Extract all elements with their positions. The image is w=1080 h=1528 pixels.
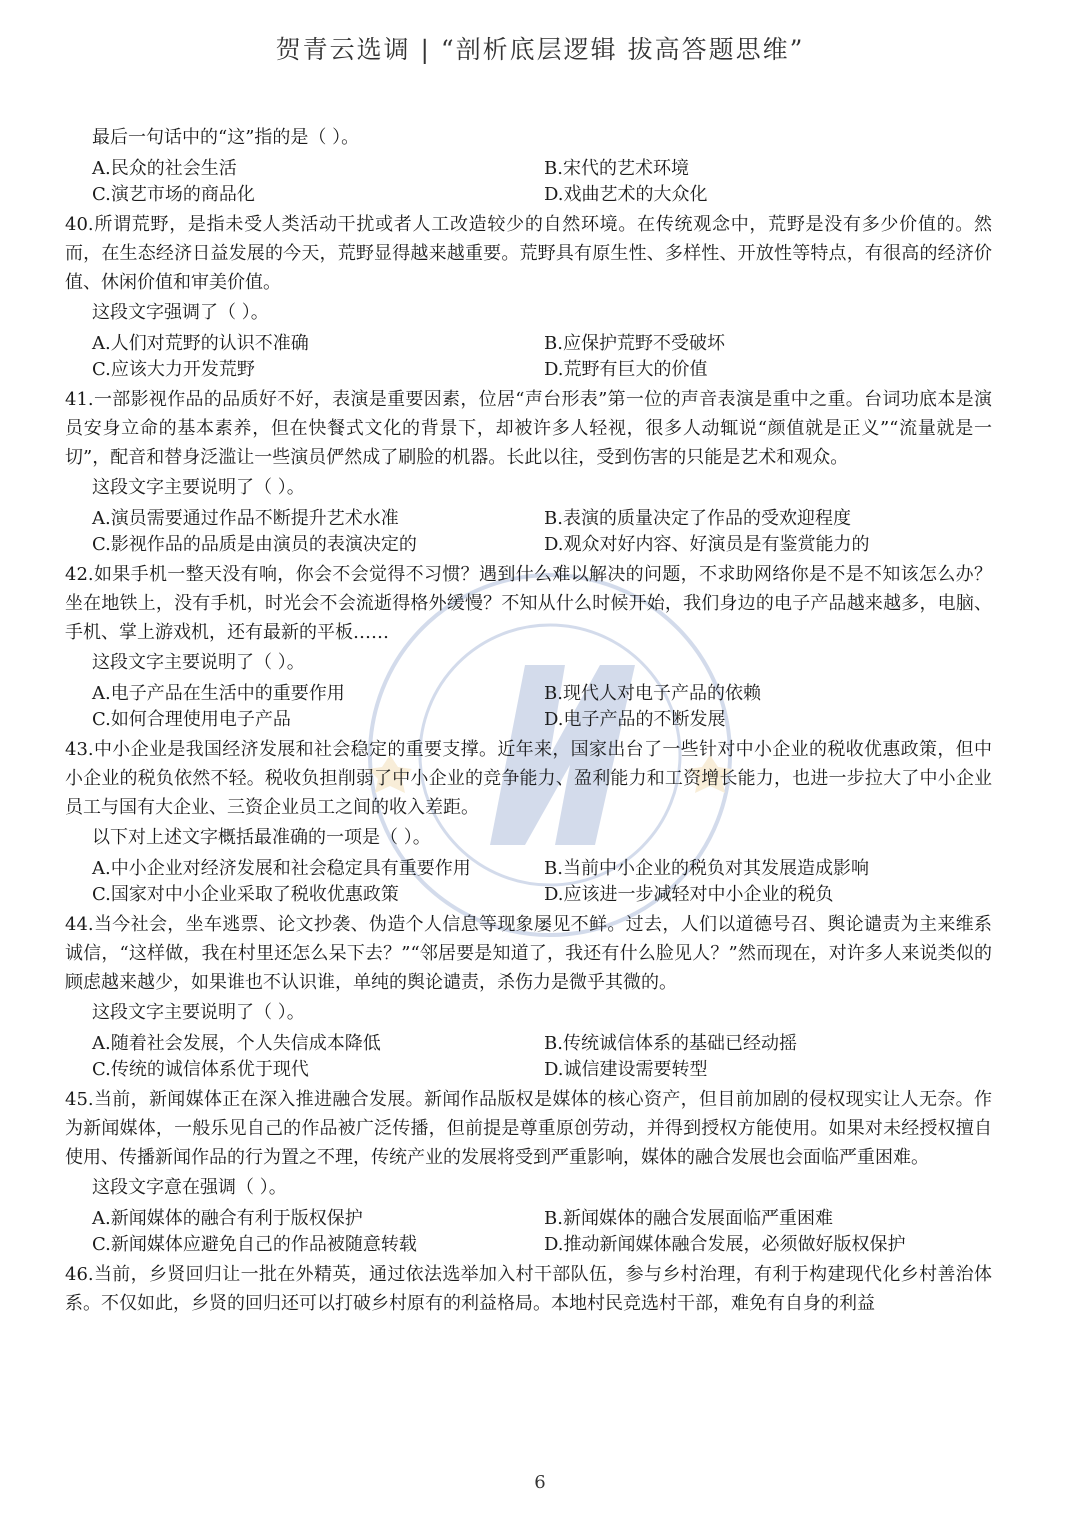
question-body: [65, 210, 992, 297]
option-b: B.宋代的艺术环境: [544, 158, 689, 179]
question-body: [65, 1260, 992, 1318]
question-text: 如果手机一整天没有响，你会不会觉得不习惯？遇到什么难以解决的问题，不求助网络你是不是不知该怎么办？坐在地铁上，没有手机，时光会不会流逝得格外缓慢？不知从什么时候开始，我们身边的电子产品越来越多，电脑、手机、掌上游戏机，还有最新的平板……: [65, 564, 992, 643]
question-44: [65, 910, 992, 1083]
page-header: 贺青云选调 | “剖析底层逻辑 拔高答题思维”: [275, 35, 805, 64]
question-ask: 这段文字意在强调（ ）。: [92, 1177, 287, 1198]
option-c: C.如何合理使用电子产品: [92, 709, 291, 730]
question-text: 当前，乡贤回归让一批在外精英，通过依法选举加入村干部队伍，参与乡村治理，有利于构建现代化乡村善治体系。不仅如此，乡贤的回归还可以打破乡村原有的利益格局。本地村民竞选村干部，难免有自身的利益: [65, 1264, 992, 1314]
option-d: D.戏曲艺术的大众化: [544, 184, 708, 205]
question-40: [65, 210, 992, 383]
option-c: C.影视作品的品质是由演员的表演决定的: [92, 534, 417, 555]
option-c: C.新闻媒体应避免自己的作品被随意转载: [92, 1234, 417, 1255]
options-grid: [92, 681, 992, 733]
option-a: A.中小企业对经济发展和社会稳定具有重要作用: [92, 858, 471, 879]
question-number: 43.: [65, 739, 94, 760]
option-d: D.诚信建设需要转型: [544, 1059, 708, 1080]
question-number: 41.: [65, 389, 94, 410]
question-text: 当今社会，坐车逃票、论文抄袭、伪造个人信息等现象屡见不鲜。过去，人们以道德号召、舆论谴责为主来维系诚信，“这样做，我在村里还怎么呆下去？”“邻居要是知道了，我还有什么脸见人？”然而现在，对许多人来说类似的顾虑越来越少，如果谁也不认识谁，单纯的舆论谴责，杀伤力是微乎其微的。: [65, 914, 992, 993]
question-39-tail: [92, 122, 992, 208]
question-body: [65, 735, 992, 822]
question-body: [65, 560, 992, 647]
option-b: B.现代人对电子产品的依赖: [544, 683, 761, 704]
question-number: 42.: [65, 564, 94, 585]
question-body: [65, 910, 992, 997]
option-b: B.新闻媒体的融合发展面临严重困难: [544, 1208, 833, 1229]
options-grid: [92, 1206, 992, 1258]
option-d: D.推动新闻媒体融合发展，必须做好版权保护: [544, 1234, 906, 1255]
option-b: B.当前中小企业的税负对其发展造成影响: [544, 858, 869, 879]
question-number: 46.: [65, 1264, 94, 1285]
question-text: 一部影视作品的品质好不好，表演是重要因素，位居“声台形表”第一位的声音表演是重中之重。台词功底本是演员安身立命的基本素养，但在快餐式文化的背景下，却被许多人轻视，很多人动辄说“颜值就是正义”“流量就是一切”，配音和替身泛滥让一些演员俨然成了刷脸的机器。长此以往，受到伤害的只能是艺术和观众。: [65, 389, 992, 468]
question-body: [65, 1085, 992, 1172]
option-b: B.传统诚信体系的基础已经动摇: [544, 1033, 797, 1054]
options-grid: [92, 856, 992, 908]
option-a: A.人们对荒野的认识不准确: [92, 333, 309, 354]
question-text: 所谓荒野，是指未受人类活动干扰或者人工改造较少的自然环境。在传统观念中，荒野是没有多少价值的。然而，在生态经济日益发展的今天，荒野显得越来越重要。荒野具有原生性、多样性、开放性等特点，有很高的经济价值、休闲价值和审美价值。: [65, 214, 992, 293]
option-a: A.新闻媒体的融合有利于版权保护: [92, 1208, 363, 1229]
question-ask: 这段文字主要说明了（ ）。: [92, 477, 305, 498]
option-d: D.应该进一步减轻对中小企业的税负: [544, 884, 834, 905]
option-c: C.演艺市场的商品化: [92, 184, 255, 205]
options-grid: [92, 506, 992, 558]
option-c: C.国家对中小企业采取了税收优惠政策: [92, 884, 399, 905]
options-grid: [92, 1031, 992, 1083]
question-41: [65, 385, 992, 558]
option-d: D.荒野有巨大的价值: [544, 359, 708, 380]
question-body: [65, 385, 992, 472]
page-number: 6: [534, 1472, 546, 1493]
option-d: D.观众对好内容、好演员是有鉴赏能力的: [544, 534, 870, 555]
question-45: [65, 1085, 992, 1258]
question-43: [65, 735, 992, 908]
question-ask: 这段文字主要说明了（ ）。: [92, 652, 305, 673]
option-c: C.应该大力开发荒野: [92, 359, 255, 380]
option-d: D.电子产品的不断发展: [544, 709, 726, 730]
question-number: 44.: [65, 914, 94, 935]
question-ask: 以下对上述文字概括最准确的一项是（ ）。: [92, 827, 431, 848]
option-a: A.电子产品在生活中的重要作用: [92, 683, 345, 704]
options-grid: [92, 156, 992, 208]
question-ask: 最后一句话中的“这”指的是（ ）。: [92, 127, 360, 148]
question-46: [65, 1260, 992, 1318]
option-c: C.传统的诚信体系优于现代: [92, 1059, 309, 1080]
question-list: [65, 122, 992, 1318]
option-b: B.表演的质量决定了作品的受欢迎程度: [544, 508, 851, 529]
option-a: A.演员需要通过作品不断提升艺术水准: [92, 508, 399, 529]
question-ask: 这段文字主要说明了（ ）。: [92, 1002, 305, 1023]
options-grid: [92, 331, 992, 383]
question-ask: 这段文字强调了（ ）。: [92, 302, 269, 323]
option-b: B.应保护荒野不受破坏: [544, 333, 725, 354]
question-number: 45.: [65, 1089, 94, 1110]
question-42: [65, 560, 992, 733]
question-text: 当前，新闻媒体正在深入推进融合发展。新闻作品版权是媒体的核心资产，但目前加剧的侵权现实让人无奈。作为新闻媒体，一般乐见自己的作品被广泛传播，但前提是尊重原创劳动，并得到授权方能使用。如果对未经授权擅自使用、传播新闻作品的行为置之不理，传统产业的发展将受到严重影响，媒体的融合发展也会面临严重困难。: [65, 1089, 992, 1168]
option-a: A.随着社会发展，个人失信成本降低: [92, 1033, 381, 1054]
question-number: 40.: [65, 214, 94, 235]
option-a: A.民众的社会生活: [92, 158, 237, 179]
question-text: 中小企业是我国经济发展和社会稳定的重要支撑。近年来，国家出台了一些针对中小企业的税收优惠政策，但中小企业的税负依然不轻。税收负担削弱了中小企业的竞争能力、盈利能力和工资增长能力，也进一步拉大了中小企业员工与国有大企业、三资企业员工之间的收入差距。: [65, 739, 992, 818]
